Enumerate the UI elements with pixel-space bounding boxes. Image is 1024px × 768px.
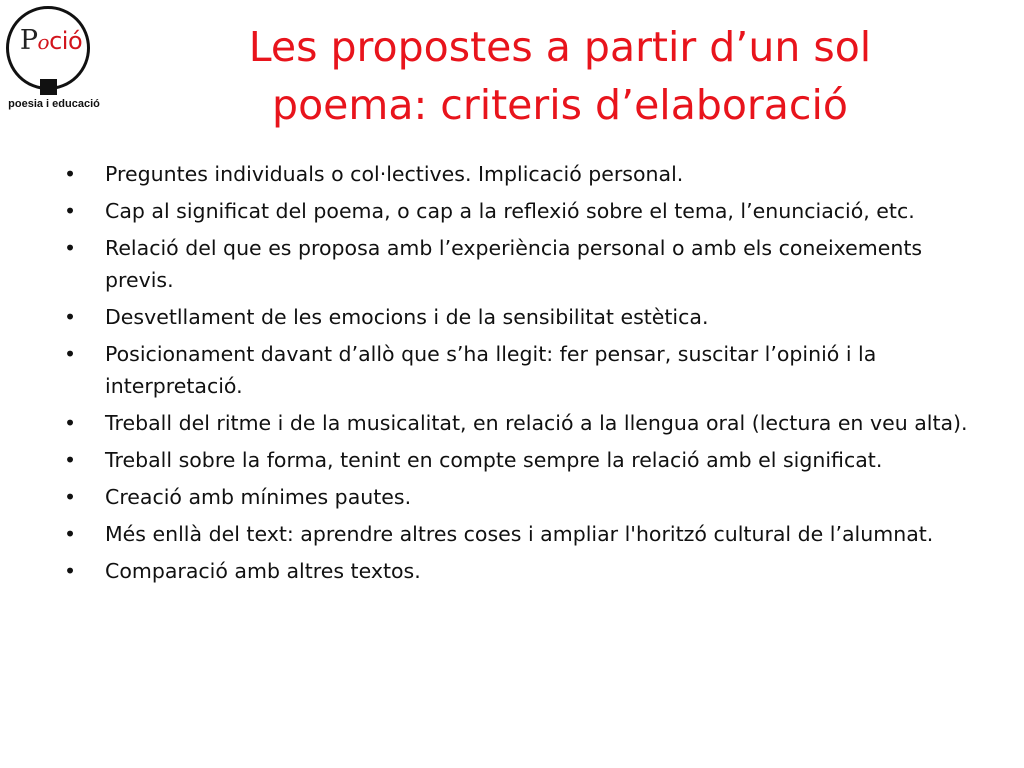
logo-letter-o: o	[37, 30, 50, 54]
bullet-text: Desvetllament de les emocions i de la sensibilitat estètica.	[105, 305, 709, 329]
bullet-text: Treball del ritme i de la musicalitat, en relació a la llengua oral (lectura en veu alta).	[105, 411, 968, 435]
bullet-icon: •	[64, 342, 77, 366]
bullet-item	[62, 158, 992, 190]
bullet-text: Treball sobre la forma, tenint en compte sempre la relació amb el significat.	[105, 448, 883, 472]
bullet-text: Cap al significat del poema, o cap a la reflexió sobre el tema, l’enunciació, etc.	[105, 199, 915, 223]
logo-wordmark	[12, 25, 90, 56]
bullet-item	[62, 555, 992, 587]
bullet-item	[62, 444, 992, 476]
bullet-icon: •	[64, 448, 77, 472]
pocio-logo	[0, 0, 110, 118]
bullet-item	[62, 338, 992, 402]
bullet-item	[62, 232, 992, 296]
title-line-2: poema: criteris d’elaboració	[272, 81, 848, 129]
bullet-text: Relació del que es proposa amb l’experiència personal o amb els coneixements previs.	[105, 236, 923, 292]
bullet-text: Més enllà del text: aprendre altres coses i ampliar l'horitzó cultural de l’alumnat.	[105, 522, 934, 546]
logo-square	[40, 79, 57, 95]
bullet-item	[62, 518, 992, 550]
bullet-text: Posicionament davant d’allò que s’ha llegit: fer pensar, suscitar l’opinió i la interpretació.	[105, 342, 877, 398]
bullet-item	[62, 195, 992, 227]
bullet-text: Creació amb mínimes pautes.	[105, 485, 412, 509]
bullet-icon: •	[64, 236, 77, 260]
slide-title	[150, 18, 970, 134]
bullet-icon: •	[64, 485, 77, 509]
title-line-1: Les propostes a partir d’un sol	[248, 23, 872, 71]
bullet-text: Comparació amb altres textos.	[105, 559, 421, 583]
bullet-icon: •	[64, 199, 77, 223]
logo-tagline: poesia i educació	[8, 98, 100, 110]
logo-letter-p: P	[19, 25, 38, 56]
logo-letters-cio: ció	[49, 27, 83, 55]
bullet-icon: •	[64, 411, 77, 435]
bullet-icon: •	[64, 522, 77, 546]
bullet-icon: •	[64, 559, 77, 583]
bullet-icon: •	[64, 305, 77, 329]
bullet-item	[62, 301, 992, 333]
bullet-list	[62, 158, 992, 592]
bullet-icon: •	[64, 162, 77, 186]
bullet-item	[62, 481, 992, 513]
bullet-item	[62, 407, 992, 439]
bullet-text: Preguntes individuals o col·lectives. Implicació personal.	[105, 162, 684, 186]
